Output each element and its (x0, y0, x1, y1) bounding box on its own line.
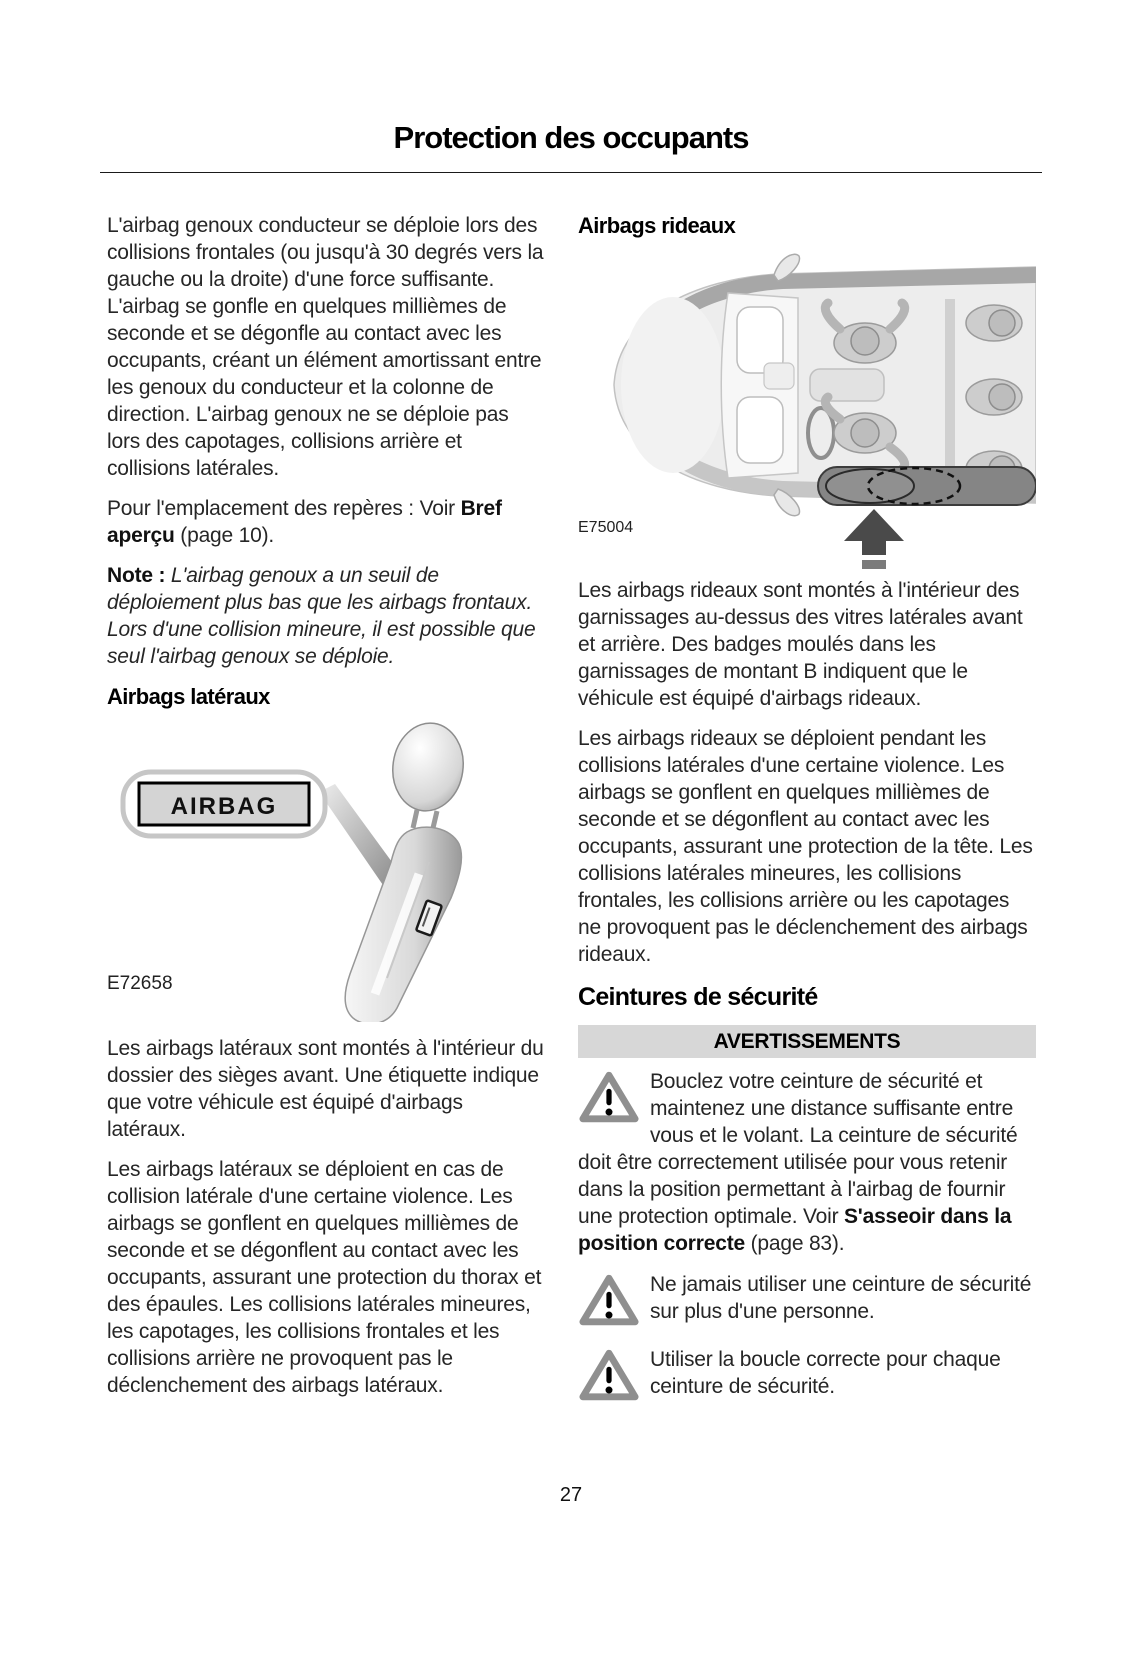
figure-caption: E72658 (107, 973, 173, 994)
warning-text: Bouclez votre ceinture de sécurité et maintenez une distance suffisante entre vous et le volant. La ceinture de sécurité doit être correctement utilisée pour vous retenir dans la position permettant à l'airbag de fournir une protection optimale. Voir (578, 1070, 1018, 1228)
paragraph-curtain-deploy: Les airbags rideaux se déploient pendant les collisions latérales d'une certaine violence. Les airbags se gonflent en quelques millièmes de seconde et se dégonflent au contact avec les occupants, assurant une protection de la tête. Les collisions latérales mineures, les collisions frontales, les collisions arrière ou les capotages ne provoquent pas le déclenchement des airbags rideaux. (578, 727, 1033, 966)
windshield-glass-bottom (737, 397, 783, 463)
seat-headrest (387, 722, 469, 815)
warning-triangle-icon (578, 1070, 640, 1125)
page-number: 27 (559, 1484, 583, 1506)
airbag-callout-label: AIRBAG (170, 793, 278, 820)
airbag-callout (123, 772, 325, 836)
warning-text: Ne jamais utiliser une ceinture de sécurité sur plus d'une personne. (650, 1273, 1032, 1323)
see-overview-text: Pour l'emplacement des repères : Voir (107, 497, 461, 520)
paragraph-side-airbags-deploy: Les airbags latéraux se déploient en cas de collision latérale d'une certaine violence. Les airbags se gonflent en quelques millièmes de seconde et se dégonflent au contact avec les occupants, assurant une protection du thorax et des épaules. Les collisions latérales mineures, les capotages, les collisions frontales et les collisions arrière ne provoquent pas le déclenchement des airbags latéraux. (107, 1158, 542, 1397)
paragraph-see-overview (107, 495, 547, 549)
see-overview-reference: Bref aperçu (107, 497, 502, 547)
windshield-center-detail (764, 363, 794, 389)
paragraph-note (107, 562, 547, 670)
warning-text: Utiliser la boucle correcte pour chaque ceinture de sécurité. (650, 1348, 1001, 1398)
warning-page-ref: (page 83). (744, 1232, 845, 1255)
paragraph-curtain-location: Les airbags rideaux sont montés à l'intérieur des garnissages au-dessus des vitres latérales avant et arrière. Des badges moulés dans les garnissages de montant B indiquent que le véhicule est équipé d'airbags rideaux. (578, 579, 1023, 710)
warning-triangle-icon (578, 1348, 640, 1403)
note-label: Note : (107, 564, 166, 587)
heading-seat-belts: Ceintures de sécurité (578, 983, 818, 1011)
car-hood (621, 297, 725, 473)
rear-passengers (966, 305, 1022, 487)
impact-arrow-icon (844, 509, 904, 569)
page-title: Protection des occupants (393, 120, 749, 155)
heading-side-airbags: Airbags latéraux (107, 684, 270, 709)
paragraph-knee-airbag: L'airbag genoux conducteur se déploie lors des collisions frontales (ou jusqu'à 30 degrés vers la gauche ou la droite) d'une force suffisante. L'airbag se gonfle en quelques millièmes de seconde et se dégonfle au contact avec les occupants, créant un élément amortissant entre les genoux du conducteur et la colonne de direction. L'airbag genoux ne se déploie pas lors des capotages, collisions arrière et collisions latérales. (107, 214, 544, 480)
figure-caption: E75004 (578, 519, 634, 536)
curtain-airbag-chamber (826, 469, 914, 503)
headrest-posts (413, 810, 437, 828)
warning-item-correct-buckle (578, 1346, 1036, 1407)
curtain-airbag-car-illustration (578, 251, 1036, 569)
warning-item-one-person (578, 1271, 1036, 1332)
warning-reference: S'asseoir dans la position correcte (578, 1205, 1012, 1255)
right-column (578, 212, 1036, 1421)
center-console (810, 369, 884, 401)
warning-item-buckle (578, 1068, 1036, 1257)
paragraph-side-airbags-location: Les airbags latéraux sont montés à l'intérieur du dossier des sièges avant. Une étiquette indique que votre véhicule est équipé d'airbags latéraux. (107, 1037, 544, 1141)
curtain-airbag-figure (578, 251, 1036, 569)
note-text: L'airbag genoux a un seuil de déploiement plus bas que les airbags frontaux. Lors d'une collision mineure, il est possible que seul l'airbag genoux se déploie. (107, 564, 536, 668)
heading-curtain-airbags: Airbags rideaux (578, 213, 736, 238)
left-column (107, 212, 547, 1412)
warning-triangle-icon (578, 1273, 640, 1328)
warnings-header: AVERTISSEMENTS (578, 1025, 1036, 1058)
side-airbag-figure (107, 722, 547, 1027)
title-divider (100, 172, 1042, 173)
see-overview-page: (page 10). (174, 524, 275, 547)
side-airbag-seat-illustration (107, 722, 547, 1022)
